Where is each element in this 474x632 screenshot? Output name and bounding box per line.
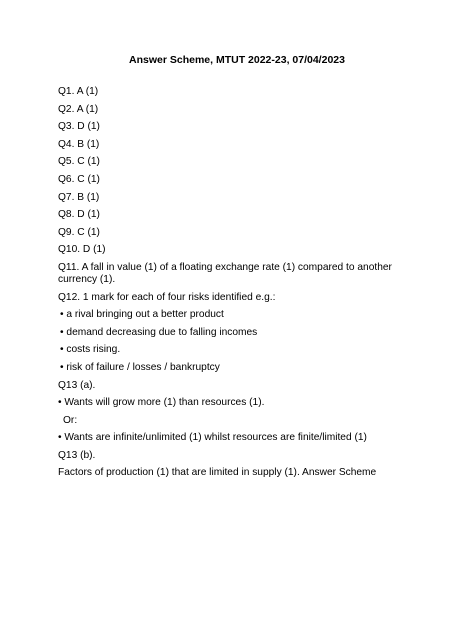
answer-q5: Q5. C (1) [58, 156, 100, 168]
answer-q6: Q6. C (1) [58, 173, 100, 185]
document-title: Answer Scheme, MTUT 2022-23, 07/04/2023 [129, 54, 345, 66]
risk-item: • risk of failure / losses / bankruptcy [60, 361, 220, 373]
answer-list [58, 86, 428, 485]
answer-q7: Q7. B (1) [58, 191, 100, 203]
q13a-point: • Wants are infinite/unlimited (1) whilst resources are finite/limited (1) [58, 432, 367, 444]
answer-q9: Q9. C (1) [58, 226, 100, 238]
answer-q11: Q11. A fall in value (1) of a floating exchange rate (1) compared to another currency (1). [58, 261, 392, 285]
answer-q4: Q4. B (1) [58, 138, 100, 150]
answer-q1: Q1. A (1) [58, 86, 99, 97]
answer-q13b: Q13 (b). [58, 449, 96, 461]
or-label: Or: [63, 414, 78, 426]
q13b-point: Factors of production (1) that are limited in supply (1). Answer Scheme [58, 467, 377, 479]
answer-q8: Q8. D (1) [58, 209, 100, 221]
answer-q13a: Q13 (a). [58, 379, 96, 391]
risk-item: • demand decreasing due to falling incomes [60, 326, 258, 338]
answer-q3: Q3. D (1) [58, 121, 100, 133]
risk-item: • costs rising. [60, 344, 121, 356]
risk-item: • a rival bringing out a better product [60, 309, 224, 321]
answer-q2: Q2. A (1) [58, 103, 99, 115]
answer-q12: Q12. 1 mark for each of four risks identified e.g.: [58, 291, 276, 303]
answer-q10: Q10. D (1) [58, 244, 106, 256]
q13a-point: • Wants will grow more (1) than resources (1). [58, 397, 265, 409]
